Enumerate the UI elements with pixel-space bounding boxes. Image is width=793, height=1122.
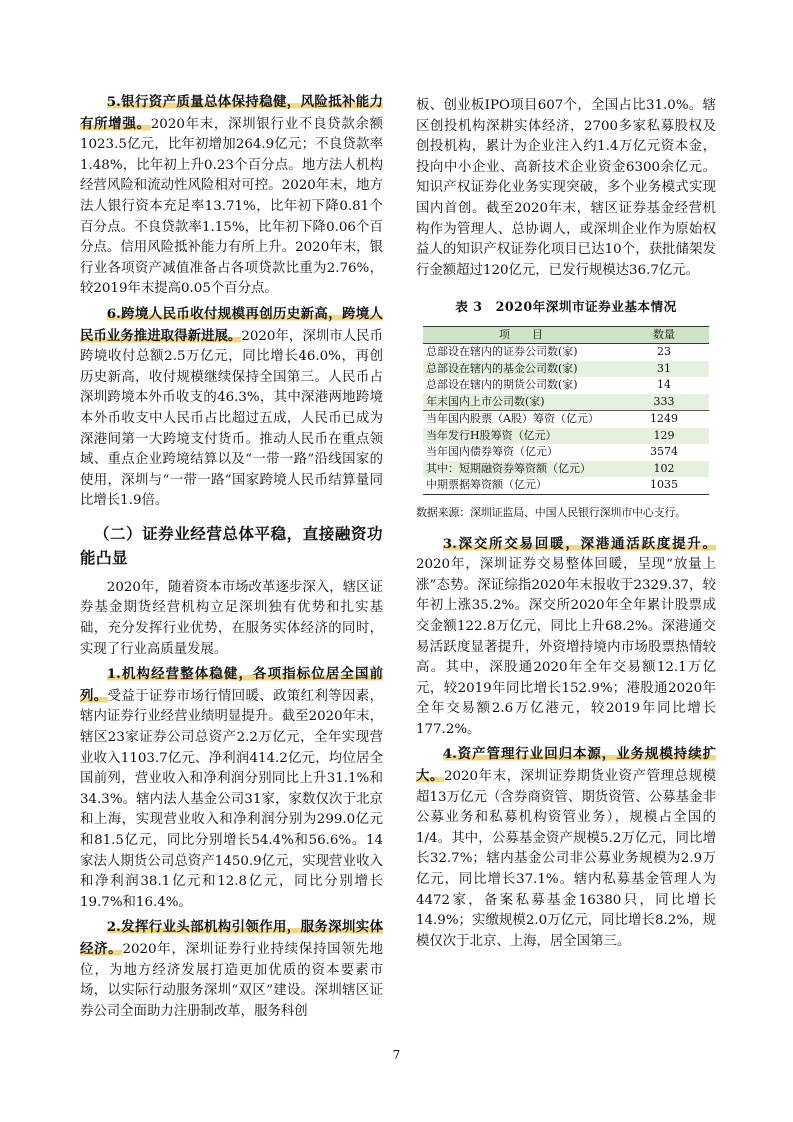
paragraph-lead: 4.资产管理行业回归本源，业务规模持续扩大。 xyxy=(416,746,716,785)
paragraph-bank-asset-quality xyxy=(80,92,383,300)
table-cell-value: 3574 xyxy=(650,445,678,459)
paragraph-body: 2020年，深圳证券行业持续保持国领先地位，为地方经济发展打造更加优质的资本要素市场，以实际行动服务深圳“双区”建设。深圳辖区证券公司全面助力注册制改革，服务科创 xyxy=(80,941,384,1019)
table-cell-item: 总部设在辖内的期货公司数(家) xyxy=(426,378,578,392)
table-row xyxy=(423,428,709,445)
paragraph-continued: 板、创业板IPO项目607个，全国占比31.0%。辖区创投机构深耕实体经济，2700多家私募股权及创投机构，累计为企业注入约1.4万亿元资本金，投向中小企业、高新技术企业资金6300余亿元。知识产权证券化业务实现突破，多个业务模式实现国内首创。截至2020年末，辖区证券基金经营机构作为管理人、总协调人，或深圳企业作为原始权益人的知识产权证券化项目已达10个，获批储架发行金额超过120亿元，已发行规模达36.7亿元。 xyxy=(416,98,716,278)
table-cell-item: 总部设在辖内的基金公司数(家) xyxy=(423,361,619,378)
paragraph-lead: 6.跨境人民币收付规模再创历史新高，跨境人民币业务推进取得新进展。 xyxy=(80,305,383,344)
table-row xyxy=(423,477,709,494)
securities-table xyxy=(423,326,709,495)
paragraph-body: 2020年，深圳市人民币跨境收付总额2.5万亿元，同比增长46.0%，再创历史新高，收付规模继续保持全国第三。人民币占深圳跨境本外币收支的46.3%，其中深港两地跨境本外币收支中人民币占比超过五成，人民币已成为深港间第一大跨境支付货币。推动人民币在重点领域、重点企业跨境结算以及“一带一路”沿线国家的使用，深圳与“一带一路”国家跨境人民币结算量同比增长1.9倍。 xyxy=(80,328,384,509)
table-title: 表 3 2020年深圳市证券业基本情况 xyxy=(455,299,677,315)
table-cell-value: 23 xyxy=(657,345,671,359)
table-cell-item: 中期票据筹资额（亿元） xyxy=(423,477,619,494)
table-cell-value: 1035 xyxy=(619,477,709,494)
table-cell-item: 总部设在辖内的证券公司数(家) xyxy=(426,345,578,359)
table-cell-item: 其中：短期融资券筹资额（亿元） xyxy=(423,461,619,478)
table-cell-item: 当年国内股票（A股）筹资（亿元） xyxy=(423,411,619,428)
paragraph-lead: 5.银行资产质量总体保持稳健，风险抵补能力有所增强。 xyxy=(80,94,383,132)
table-row xyxy=(423,444,709,461)
table-cell-value: 102 xyxy=(619,461,709,478)
table-row xyxy=(423,361,709,378)
paragraph-lead: 3.深交所交易回暖，深港通活跃度提升。 xyxy=(442,535,716,552)
paragraph-body: 2020年末，深圳银行业不良贷款余额1023.5亿元，比年初增加264.9亿元；不良贷款率1.48%，比年初上升0.23个百分点。地方法人机构经营风险和流动性风险相对可控。2020年末，地方法人银行资本充足率13.71%，比年初下降0.81个百分点。不良贷款率1.15%，比年初下降0.06个百分点。信用风险抵补能力有所上升。2020年末，银行业各项资产减值准备占各项贷款比重为2.76%，较2019年末提高0.05个百分点。 xyxy=(80,116,384,297)
table-cell-value: 129 xyxy=(619,428,709,445)
table-header-item: 项 目 xyxy=(423,326,619,344)
left-column xyxy=(80,92,383,1026)
page-number: 7 xyxy=(392,1048,401,1062)
paragraph-asset-management xyxy=(416,744,716,952)
table-source-note: 数据来源：深圳证监局、中国人民银行深圳市中心支行。 xyxy=(416,505,686,519)
table-row xyxy=(423,461,709,478)
table-cell-value: 1249 xyxy=(619,411,709,428)
paragraph-institutions xyxy=(80,664,383,913)
paragraph-cross-border-rmb xyxy=(80,304,383,512)
paragraph-body: 受益于证券市场行情回暖、政策红利等因素，辖内证券行业经营业绩明显提升。截至2020年末，辖区23家证券公司总资产2.2万亿元，全年实现营业收入1103.7亿元、净利润414.2亿元，均位居全国前列，营业收入和净利润分别同比上升31.1%和34.3%。辖内法人基金公司31家，家数仅次于北京和上海，实现营业收入和净利润分别为299.0亿元和81.5亿元，同比分别增长54.4%和56.6%。14家法人期货公司总资产1450.9亿元，实现营业收入和净利润38.1亿元和12.8亿元，同比分别增长19.7%和16.4%。 xyxy=(80,688,384,910)
table-cell-item: 年末国内上市公司数(家) xyxy=(423,394,619,411)
table-row xyxy=(423,344,709,361)
table-header-value: 数量 xyxy=(619,326,709,344)
paragraph-leading-institutions xyxy=(80,917,383,1022)
paragraph-lead: 1.机构经营整体稳健，各项指标位居全国前列。 xyxy=(80,666,383,704)
table-cell-value: 333 xyxy=(619,394,709,411)
paragraph-body: 2020年，深圳证券交易整体回暖，呈现“放量上涨”态势。深证综指2020年末报收于2329.37，较年初上涨35.2%。深交所2020年全年累计股票成交金额122.8万亿元，同比上升68.2%。深港通交易活跃度显著提升，外资增持境内市场股票热情较高。其中，深股通2020年全年交易额12.1万亿元，较2019年同比增长152.9%；港股通2020年全年交易额2.6万亿港元，较2019年同比增长177.2%。 xyxy=(416,557,716,737)
paragraph-exchange xyxy=(416,534,716,741)
paragraph-lead: 2.发挥行业头部机构引领作用，服务深圳实体经济。 xyxy=(80,919,383,957)
right-column xyxy=(416,96,716,956)
table-cell-value: 31 xyxy=(619,361,709,378)
table-header-row xyxy=(423,326,709,344)
table-row xyxy=(423,377,709,394)
section-intro: 2020年，随着资本市场改革逐步深入，辖区证券基金期货经营机构立足深圳独有优势和扎实基础，充分发挥行业优势，在服务实体经济的同时，实现了行业高质量发展。 xyxy=(80,579,383,657)
table-cell-item: 当年发行H股筹资（亿元） xyxy=(423,428,619,445)
table-row xyxy=(423,394,709,411)
paragraph-body: 2020年末，深圳证券期货业资产管理总规模超13万亿元（含券商资管、期货资管、公募基金非公募业务和私募机构资管业务），规模占全国的1/4。其中，公募基金资产规模5.2万亿元，同比增长32.7%；辖内基金公司非公募业务规模为2.9万亿元，同比增长37.1%。辖内私募基金管理人为4472家，备案私募基金16380只，同比增长14.9%；实缴规模2.0万亿元，同比增长8.2%，规模仅次于北京、上海，居全国第三。 xyxy=(416,769,717,949)
table-cell-item: 当年国内债券筹资（亿元） xyxy=(426,445,558,459)
table-row xyxy=(423,411,709,428)
section-heading: （二）证券业经营总体平稳，直接融资功能凸显 xyxy=(80,523,383,567)
table-cell-value: 14 xyxy=(657,378,671,392)
